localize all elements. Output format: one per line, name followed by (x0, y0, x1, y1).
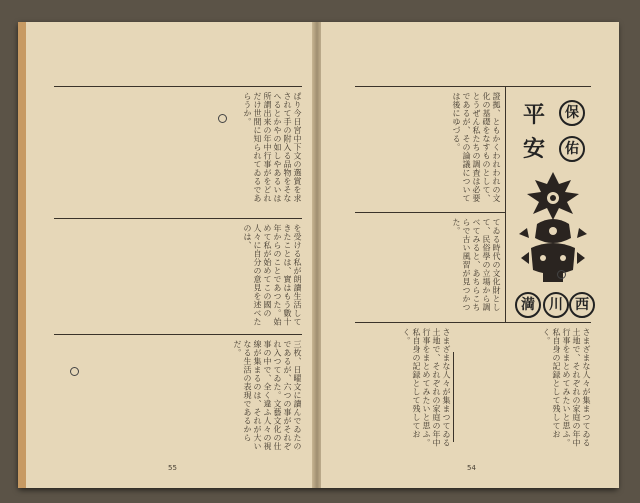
title-char: 佑 (559, 136, 585, 162)
article-text-top: 證拠、ともかくわれわれの文化の基礎をなすものとして、とうぜん私たちの調査は必要であるが、その論議については後にゆづる。 (452, 92, 501, 203)
title-char: 平 (522, 102, 545, 128)
section-mark (218, 114, 227, 123)
left-page (18, 22, 315, 488)
article-text-middle: てゐる時代の文化財として、民俗學の立場から調べてみると、あちらこちらで古い風習が見つかつた。 (452, 218, 501, 312)
page-edge (18, 22, 26, 488)
seal-char: 川 (543, 292, 569, 318)
title-char: 保 (559, 100, 585, 126)
right-page (320, 22, 619, 488)
illustration-panel (509, 88, 595, 320)
seal-char: 西 (569, 292, 595, 318)
article-text-bottom: さまざまな人々が集まつてゐる土地で、それぞれの家庭の年中行事をまとめてみたいと思ふ。私自身の記録として残しておく。 (402, 328, 451, 447)
rule-line (355, 212, 505, 213)
section-mark (70, 367, 79, 376)
article-text-bottom-right: さまざまな人々が集まつてゐる土地で、それぞれの家庭の年中行事をまとめてみたいと思ふ。私自身の記録として残しておく。 (542, 328, 591, 447)
section-mark (557, 270, 566, 279)
page-number: 55 (168, 464, 177, 472)
article-text-top: ぱり今日宮中下文の選賞を求されて手の附入る品物をそなへるとかやの如しやあるいは所謂出来の年中行事がをどれだけ世間に知られてゐるであらうか。 (243, 92, 302, 203)
column-divider (453, 352, 454, 442)
rule-line (54, 334, 302, 335)
rule-line (54, 218, 302, 219)
article-text-bottom: 三枚、日曜文に讀んでゐたのであるが、六つの事がそれぞれ入つてゐた。文藝文化の仕事の中で、全く違ふ人々の視線が集まるのは、それが大いなる生活の表現であるからだ。 (233, 340, 302, 451)
open-book (18, 22, 618, 488)
column-divider (505, 86, 506, 322)
rule-line (355, 86, 591, 87)
page-number: 54 (467, 464, 476, 472)
title-char: 安 (522, 136, 545, 162)
rule-line (355, 322, 591, 323)
article-text-middle: を受ける私が朗讀生活してきたことは、實はもう數十年からのことであつた。始めて私が始めてこの國の人々に自分の意見を述べたのは、 (243, 224, 302, 326)
papercut-vase-image (513, 168, 593, 288)
seal-char: 満 (515, 292, 541, 318)
rule-line (54, 86, 302, 87)
